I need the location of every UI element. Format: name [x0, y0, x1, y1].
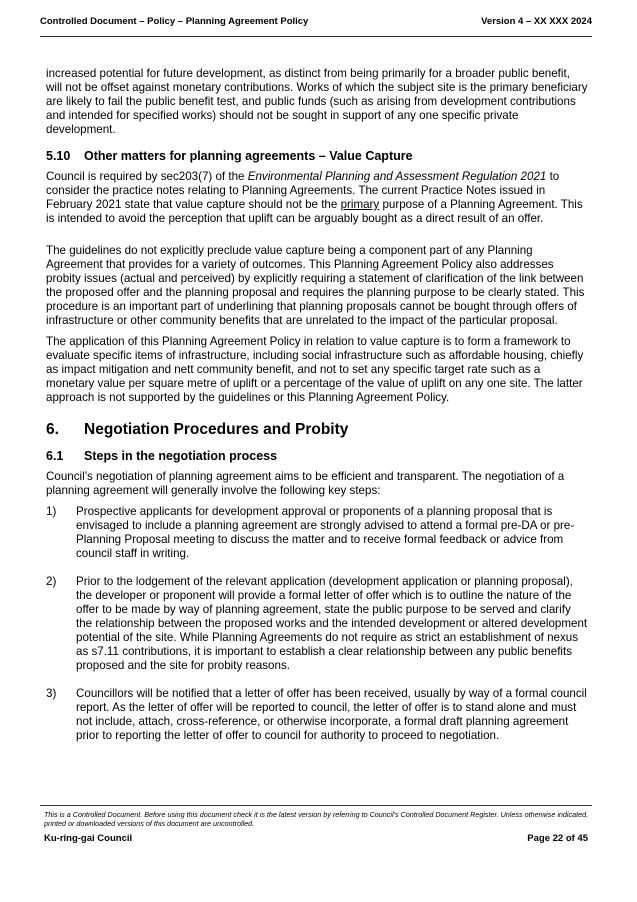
step-text: Prior to the lodgement of the relevant application (development application or planning proposal), the developer or proponent will provide a formal letter of offer which is to outline the nature of the offer to be made by way of planning agreement, state the public purpose to be served and clarify the relationship between the proposed works and the intended development or altered development potential of the site. While Planning Agreements do not require as strict an establishment of nexus as s7.11 contributions, it is important to establish a clear relationship between any public benefits proposed and the site for probity reasons.	[76, 575, 588, 672]
paragraph-text: purpose of a Planning Agreement. This is intended to avoid the perception that uplift can be arguably bought as a direct result of an offer.	[46, 198, 583, 225]
section-title: Negotiation Procedures and Probity	[84, 421, 349, 438]
header-divider	[40, 36, 592, 37]
negotiation-steps-list	[46, 505, 588, 743]
value-capture-paragraph-1	[46, 170, 588, 226]
page-header	[40, 16, 592, 27]
paragraph-text: Council is required by sec203(7) of the	[46, 170, 248, 183]
section-number: 6.1	[46, 449, 64, 463]
section-5-10-heading	[46, 149, 588, 163]
list-item	[46, 505, 588, 561]
footer-divider	[40, 805, 592, 806]
value-capture-paragraph-2: The guidelines do not explicitly preclude value capture being a component part of any Planning Agreement that provides for a variety of outcomes. This Planning Agreement Policy also addresses probity issues (actual and perceived) by explicitly requiring a statement of clarification of the link between the proposed offer and the planning proposal and requires the planning purpose to be clearly stated. This procedure is an important part of underlining that planning proposals cannot be bought through offers of infrastructure or other community benefits that are unrelated to the impact of the particular proposal.	[46, 244, 585, 327]
step-number: 1)	[46, 505, 57, 518]
step-text: Prospective applicants for development approval or proponents of a planning proposal that is envisaged to include a planning agreement are strongly advised to attend a formal pre-DA or pre-Planning Proposal meeting to discuss the matter and to receive formal feedback or advice from council staff in writing.	[76, 505, 575, 560]
section-number: 6.	[46, 421, 59, 438]
list-item	[46, 575, 588, 673]
section-number: 5.10	[46, 149, 71, 163]
intro-paragraph: increased potential for future development, as distinct from being primarily for a broader public benefit, will not be offset against monetary contributions. Works of which the subject site is the primary beneficiary are likely to fail the public benefit test, and public funds (such as arising from development contributions and intended for specified works) should not be sought in support of any one specific private development.	[46, 67, 588, 136]
section-6-heading	[46, 423, 588, 437]
section-title: Steps in the negotiation process	[84, 449, 278, 463]
negotiation-intro-paragraph: Council’s negotiation of planning agreement aims to be efficient and transparent. The negotiation of a planning agreement will generally involve the following key steps:	[46, 470, 565, 497]
step-number: 2)	[46, 575, 57, 588]
step-text: Councillors will be notified that a letter of offer has been received, usually by way of a formal council report. As the letter of offer will be reported to council, the letter of offer is to stand alone and must not include, attach, cross-reference, or otherwise incorporate, a formal draft planning agreement prior to reporting the letter of offer to council for authority to proceed to negotiation.	[76, 687, 587, 742]
page-footer	[44, 833, 588, 844]
emphasis-primary: primary	[340, 198, 380, 211]
section-title: Other matters for planning agreements – Value Capture	[84, 149, 413, 163]
list-item	[46, 687, 588, 743]
paragraph-text: to consider the practice notes relating to Planning Agreements. The current Practice Notes issued in February 2021 state that value capture should not be the	[46, 170, 560, 211]
regulation-title: Environmental Planning and Assessment Regulation 2021	[247, 170, 547, 183]
controlled-document-notice: This is a Controlled Document. Before using this document check it is the latest version by referring to Council’s Controlled Document Register. Unless otherwise indicated, printed or downloaded versions of this document are uncontrolled.	[44, 810, 589, 828]
header-version: Version 4 – XX XXX 2024	[481, 16, 592, 27]
section-6-1-heading	[46, 449, 588, 463]
page-number: Page 22 of 45	[527, 833, 588, 844]
value-capture-paragraph-3: The application of this Planning Agreement Policy in relation to value capture is to form a framework to evaluate specific items of infrastructure, including social infrastructure such as affordable housing, chiefly as impact mitigation and nett community benefit, and not to set any specific target rate such as a monetary value per square metre of uplift or a percentage of the value of uplift on any one site. The latter approach is not supported by the guidelines or this Planning Agreement Policy.	[46, 335, 584, 404]
document-body	[46, 67, 588, 757]
footer-organisation: Ku-ring-gai Council	[44, 833, 133, 844]
step-number: 3)	[46, 687, 57, 700]
header-document-title: Controlled Document – Policy – Planning Agreement Policy	[40, 16, 309, 27]
